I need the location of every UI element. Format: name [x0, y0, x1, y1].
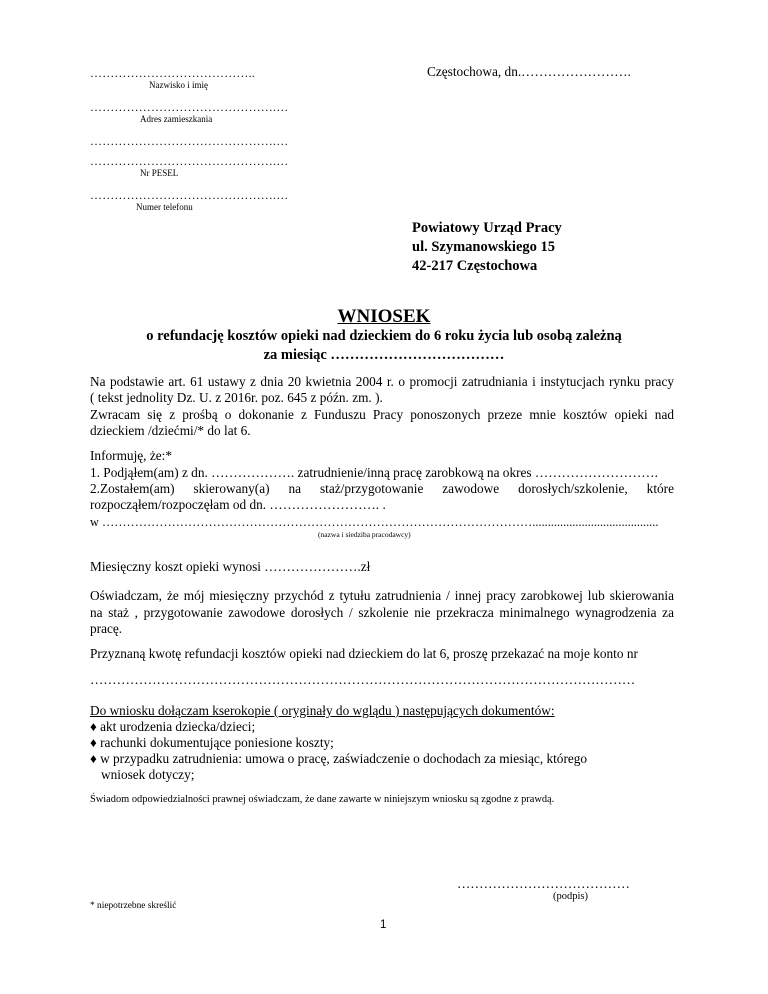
name-dots: ………………………………….. [90, 66, 255, 80]
info-heading: Informuję, że:* [90, 448, 172, 463]
subtitle-line-1: o refundację kosztów opieki nad dzieckiem do 6 roku życia lub osobą zależną [146, 328, 622, 344]
attachment-item-1: ♦ akt urodzenia dziecka/dzieci; [90, 719, 256, 734]
info-item-2-line-1: 2.Zostałem(am) skierowany(a) na staż/przygotowanie zawodowe dorosłych/szkolenie, które [90, 481, 674, 496]
subtitle-line-2: za miesiąc ……………………………… [263, 347, 505, 363]
attachment-item-3-line-2: wniosek dotyczy; [101, 767, 195, 782]
monthly-cost: Miesięczny koszt opieki wynosi ………………….zł [90, 559, 371, 574]
intro-line-3: Zwracam się z prośbą o dokonanie z Funduszu Pracy ponoszonych przeze mnie kosztów opieki nad [90, 407, 674, 422]
recipient-line-3: 42-217 Częstochowa [412, 258, 538, 274]
pesel-dots: ……………………………………….… [90, 154, 289, 168]
phone-label: Numer telefonu [136, 202, 193, 212]
declaration-line-2: na staż , przygotowanie zawodowe dorosłych / szkolenie nie przekracza minimalnego wynagrodzenia za [90, 605, 674, 620]
recipient-line-2: ul. Szymanowskiego 15 [412, 239, 556, 255]
employer-label: (nazwa i siedziba pracodawcy) [318, 530, 411, 539]
declaration-line-1: Oświadczam, że mój miesięczny przychód z tytułu zatrudnienia / innej pracy zarobkowej lub skierowania [90, 588, 674, 603]
phone-dots: ……………………………………….… [90, 188, 289, 202]
awareness-statement: Świadom odpowiedzialności prawnej oświadczam, że dane zawarte w niniejszym wniosku są zgodne z prawdą. [90, 794, 555, 805]
intro-line-1: Na podstawie art. 61 ustawy z dnia 20 kwietnia 2004 r. o promocji zatrudniania i instytucjach rynku pracy [90, 374, 674, 389]
account-text: Przyznaną kwotę refundacji kosztów opieki nad dzieckiem do lat 6, proszę przekazać na moje konto nr [90, 646, 638, 661]
recipient-line-1: Powiatowy Urząd Pracy [412, 220, 562, 236]
address-dots-1: ……………………………………….… [90, 100, 289, 114]
signature-dots: ………………………………… [457, 876, 630, 891]
pesel-label: Nr PESEL [140, 168, 179, 178]
intro-line-4: dzieckiem /dziećmi/* do lat 6. [90, 423, 251, 438]
declaration-line-3: pracę. [90, 621, 123, 636]
name-label: Nazwisko i imię [149, 80, 208, 90]
attachment-item-3-line-1: ♦ w przypadku zatrudnienia: umowa o pracę, zaświadczenie o dochodach za miesiąc, którego [90, 751, 588, 766]
address-label: Adres zamieszkania [140, 114, 213, 124]
page-number: 1 [380, 919, 387, 931]
account-dots: …………………………………………………………………………………………………………… [90, 672, 636, 687]
info-item-2-line-2: rozpocząłem/rozpoczęłam od dn. ……………………. . [90, 497, 386, 512]
info-item-1: 1. Podjąłem(am) z dn. ………………. zatrudnienie/inną pracę zarobkową na okres ………………………. [90, 465, 658, 480]
intro-line-2: ( tekst jednolity Dz. U. z 2016r. poz. 645 z późn. zm. ). [90, 390, 383, 405]
employer-line: w ……………………………………………………………………………………………......................................... [90, 515, 659, 529]
signature-label: (podpis) [553, 891, 588, 902]
attachments-heading: Do wniosku dołączam kserokopie ( oryginały do wglądu ) następujących dokumentów: [90, 703, 555, 718]
attachment-item-2: ♦ rachunki dokumentujące poniesione koszty; [90, 735, 334, 750]
footnote: * niepotrzebne skreślić [90, 901, 177, 911]
page-title: WNIOSEK [337, 306, 431, 327]
address-dots-2: ……………………………………….… [90, 134, 289, 148]
place-date: Częstochowa, dn.……………………. [427, 64, 631, 79]
